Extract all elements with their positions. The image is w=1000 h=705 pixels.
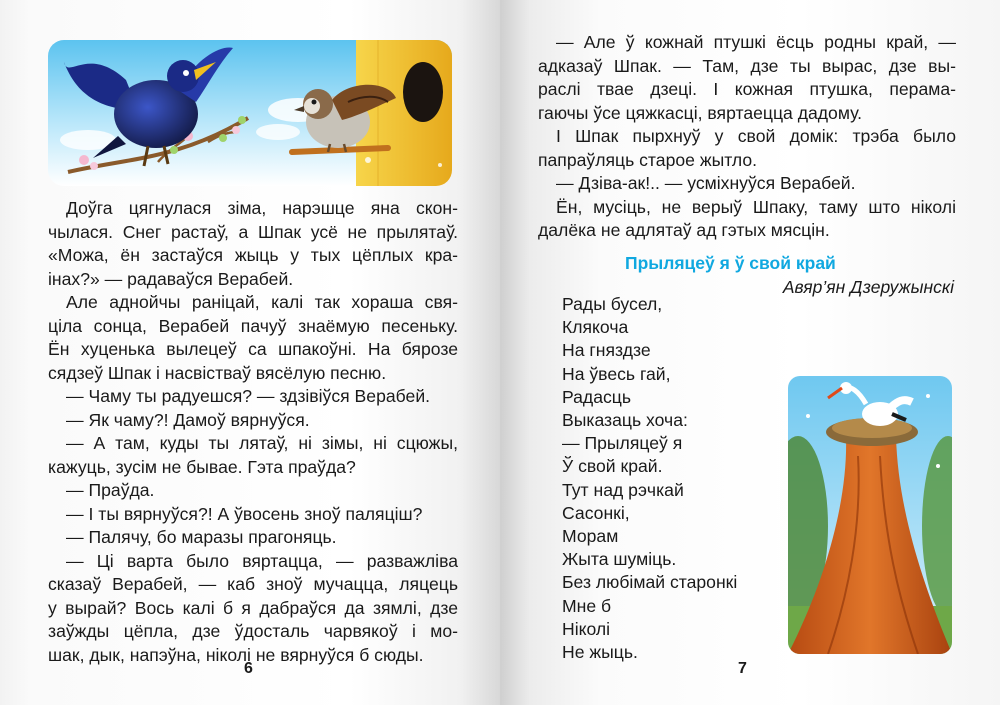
text-line: шак, дык, напэўна, ніколі не вярнуўся б сюды.: [48, 644, 424, 665]
page-number-right: 7: [738, 660, 747, 677]
text-line: І Шпак пырхнуў у свой домік: трэба было: [556, 126, 956, 146]
poem-line: Морам: [562, 526, 619, 547]
text-line: інах?» — радаваўся Верабей.: [48, 268, 294, 289]
paragraph: [538, 125, 956, 172]
paragraph: [538, 172, 956, 196]
text-line: далёка не адлятаў ад гэтых мясцін.: [538, 220, 830, 240]
poem-line: На ўвесь гай,: [562, 363, 671, 384]
text-line: адказаў Шпак. — Там, дзе ты вырас, дзе вы-: [538, 55, 956, 76]
poem-body: [562, 293, 782, 664]
left-page-text: [48, 197, 458, 667]
text-line: — Як чаму?! Дамоў вярнуўся.: [66, 409, 310, 430]
poem-line: Клякоча: [562, 317, 629, 338]
text-line: — Праўда.: [66, 480, 155, 500]
text-line: — І ты вярнуўся?! А ўвосень зноў паляціш?: [66, 503, 423, 524]
text-line: Ён хуценька вылецеў са шпакоўні. На бярозе: [48, 339, 458, 359]
starling-sparrow-illustration: [48, 40, 452, 186]
text-line: — Дзіва-ак!.. — усміхнуўся Верабей.: [556, 173, 856, 193]
poem-line: Выказаць хоча:: [562, 410, 688, 431]
paragraph: [538, 31, 956, 125]
paragraph: [48, 291, 458, 385]
poem-line: Ніколі: [562, 618, 611, 639]
poem-line: Без любімай старонкі: [562, 572, 738, 593]
text-line: — Ці варта было вяртацца, — разважліва: [66, 550, 458, 571]
text-line: у вырай? Вось калі б я дабраўся да зямлі, дзе: [48, 597, 458, 618]
paragraph: [48, 526, 458, 550]
text-line: гаючы ўсе цяжкасці, вяртаецца дадому.: [538, 102, 863, 123]
poem-line: Рады бусел,: [562, 294, 663, 314]
poem-line: Сасонкі,: [562, 502, 630, 523]
right-page-text: [538, 31, 956, 243]
paragraph: [538, 196, 956, 243]
paragraph: [48, 385, 458, 409]
poem-author: Авяр’ян Дзеружынскі: [782, 277, 954, 297]
text-line: — Але ў кожнай птушкі ёсць родны край, —: [556, 32, 956, 52]
page-number-left: 6: [244, 660, 253, 677]
text-line: сказаў Верабей, — каб зноў мучацца, ляцець: [48, 574, 458, 594]
text-line: «Можа, ён застаўся жыць у тых цёплых кра-: [48, 245, 458, 265]
text-line: — А там, куды ты лятаў, ні зімы, ні сцюжы,: [66, 433, 458, 453]
text-line: — Палячу, бо маразы прагоняць.: [66, 527, 337, 547]
text-line: заўжды цёпла, дзе ўдосталь чарвякоў і мо-: [48, 621, 458, 641]
poem-line: Жыта шуміць.: [562, 549, 677, 570]
poem-line: Ў свой край.: [562, 456, 663, 477]
text-line: Доўга цягнулася зіма, нарэшце яна скон-: [66, 198, 458, 218]
text-line: Ён, мусіць, не верыў Шпаку, таму што ніколі: [556, 196, 956, 217]
poem-line: На гняздзе: [562, 340, 651, 361]
text-line: папраўляць старое жытло.: [538, 149, 758, 170]
text-line: раслі твае дзеці. І кожная птушка, перама-: [538, 79, 956, 99]
text-line: чылася. Снег растаў, а Шпак усё не прылятаў.: [48, 221, 458, 242]
poem-line: Радасць: [562, 386, 632, 407]
paragraph: [48, 409, 458, 433]
text-line: Але аднойчы раніцай, калі так хораша свя-: [66, 292, 458, 312]
poem-line: Не жыць.: [562, 642, 638, 663]
poem-title: Прыляцеў я ў свой край: [625, 253, 836, 273]
text-line: кажуць, зусім не бывае. Гэта праўда?: [48, 456, 356, 477]
birds-picture: [48, 40, 452, 186]
text-line: ціла сонца, Верабей пачуў знаёмую песеньку.: [48, 315, 458, 336]
poem-line: Мне б: [562, 595, 612, 616]
paragraph: [48, 550, 458, 668]
paragraph: [48, 503, 458, 527]
paragraph: [48, 432, 458, 479]
poem-line: — Прыляцеў я: [562, 433, 683, 454]
text-line: — Чаму ты радуешся? — здзівіўся Верабей.: [66, 386, 431, 406]
poem-line: Тут над рэчкай: [562, 479, 684, 500]
stork-nest-tree-illustration: [788, 376, 952, 654]
tree-picture: [788, 376, 952, 654]
paragraph: [48, 197, 458, 291]
paragraph: [48, 479, 458, 503]
text-line: сядзеў Шпак і насвістваў вясёлую песню.: [48, 362, 387, 383]
